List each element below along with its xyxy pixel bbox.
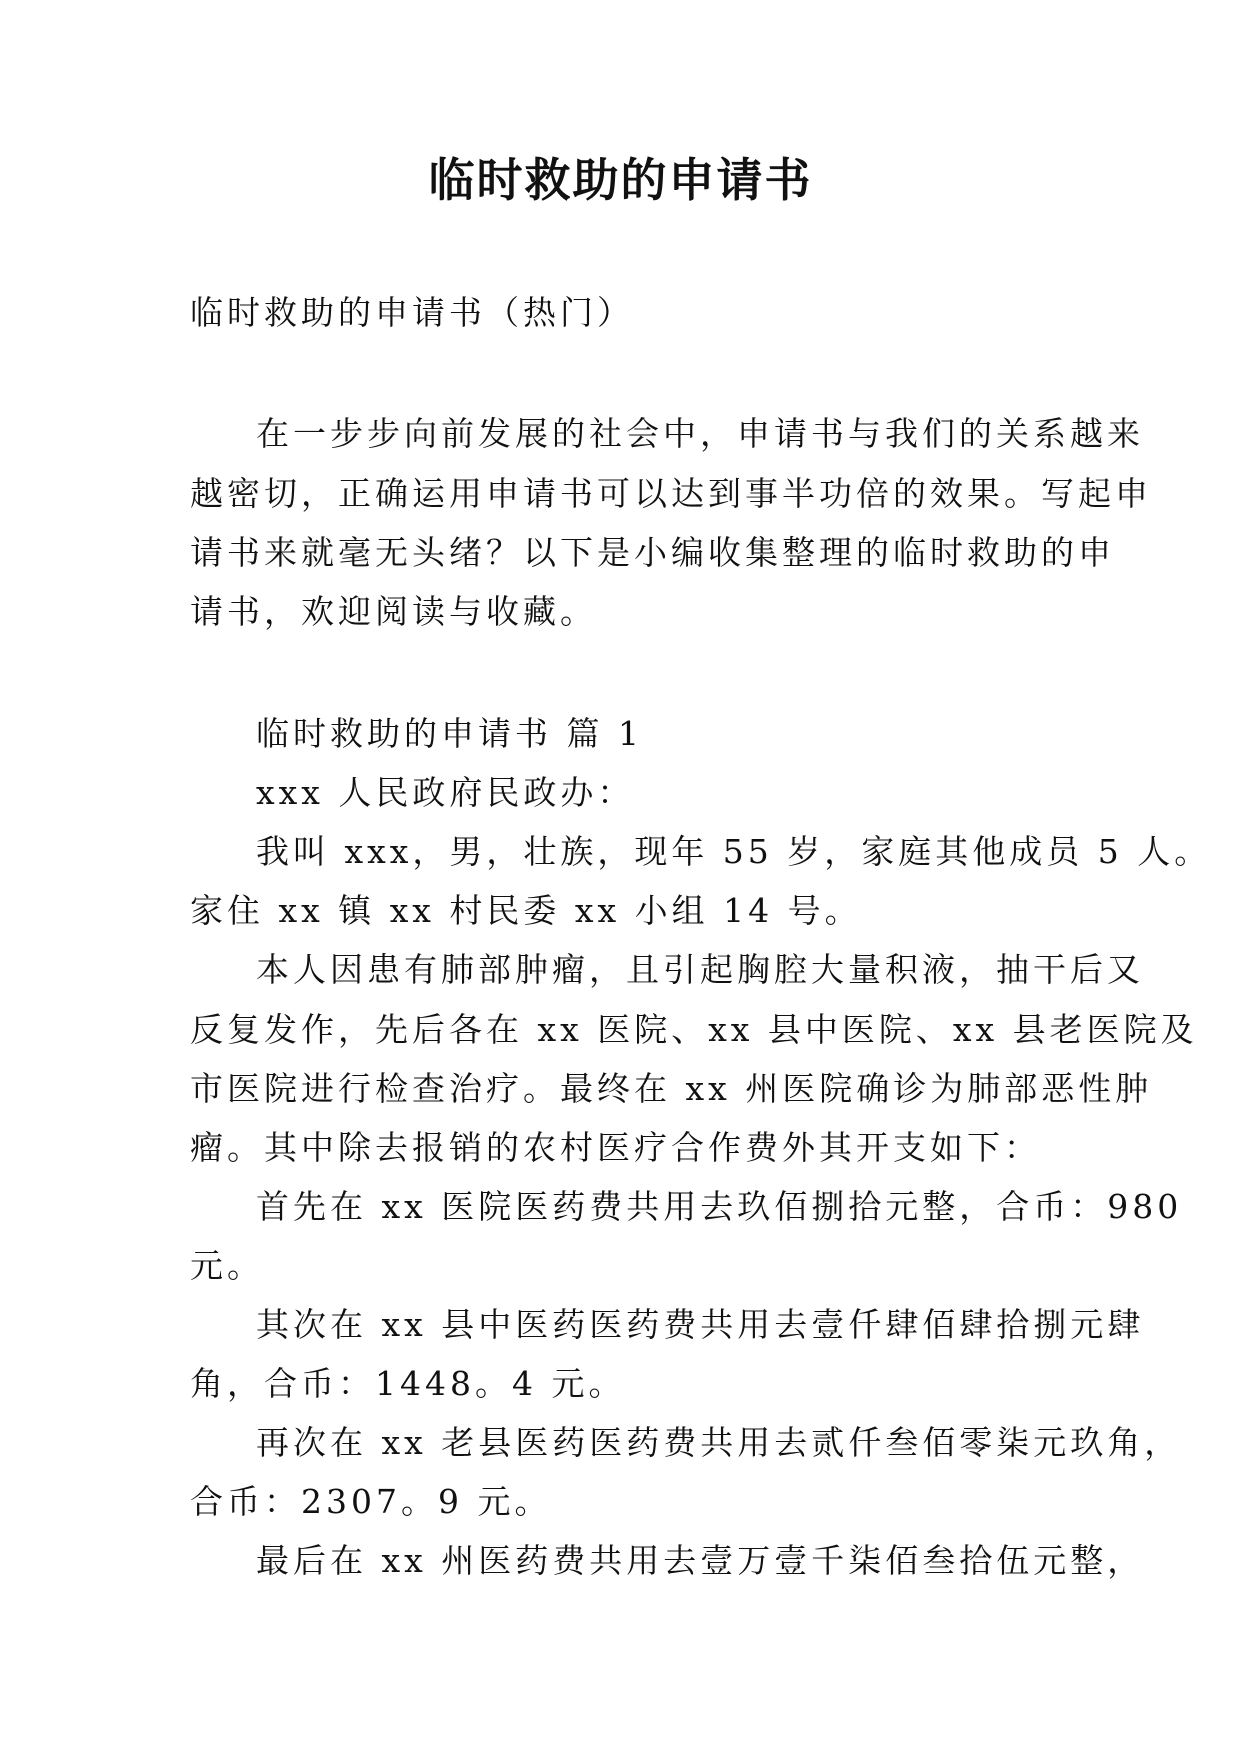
body-line: 反复发作，先后各在 xx 医院、xx 县中医院、xx 县老医院及 [190,1010,1198,1049]
intro-line-3: 请书来就毫无头绪？以下是小编收集整理的临时救助的申 [190,533,1115,572]
body-line: 瘤。其中除去报销的农村医疗合作费外其开支如下： [190,1128,1041,1167]
intro-line-1: 在一步步向前发展的社会中，申请书与我们的关系越来 [256,414,1144,453]
body-line: 最后在 xx 州医药费共用去壹万壹千柒佰叁拾伍元整， [256,1541,1145,1580]
body-line: 元。 [190,1246,264,1285]
document-title: 临时救助的申请书 [428,153,813,207]
body-line: 家住 xx 镇 xx 村民委 xx 小组 14 号。 [190,891,862,930]
body-line: 我叫 xxx，男，壮族，现年 55 岁，家庭其他成员 5 人。 [256,832,1212,871]
body-line: 其次在 xx 县中医药医药费共用去壹仟肆佰肆拾捌元肆 [256,1305,1145,1344]
intro-line-2: 越密切，正确运用申请书可以达到事半功倍的效果。写起申 [190,474,1152,513]
subtitle-line: 临时救助的申请书（热门） [190,293,634,332]
body-line: 市医院进行检查治疗。最终在 xx 州医院确诊为肺部恶性肿 [190,1069,1153,1108]
section-heading: 临时救助的申请书 篇 1 [256,714,643,753]
body-line: 合币：2307。9 元。 [190,1482,552,1521]
body-line: 本人因患有肺部肿瘤，且引起胸腔大量积液，抽干后又 [256,950,1144,989]
body-line: 角，合币：1448。4 元。 [190,1364,626,1403]
intro-line-4: 请书，欢迎阅读与收藏。 [190,592,597,631]
body-line: 首先在 xx 医院医药费共用去玖佰捌拾元整，合币：980 [256,1187,1183,1226]
body-line: 再次在 xx 老县医药医药费共用去贰仟叁佰零柒元玖角， [256,1423,1182,1462]
addressee-line: xxx 人民政府民政办： [256,773,635,812]
